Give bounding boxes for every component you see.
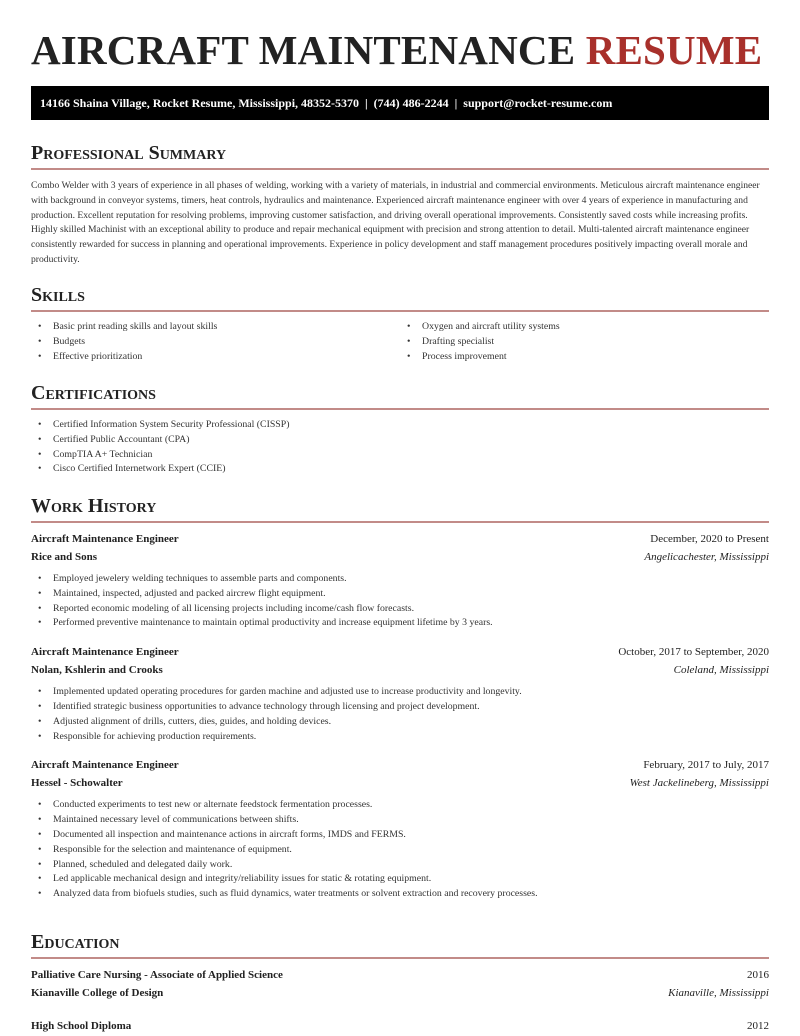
list-item: • Maintained, inspected, adjusted and packed aircrew flight equipment. [31,587,769,602]
section-heading: Certifications [31,382,156,404]
list-item: • Planned, scheduled and delegated daily work. [31,858,769,873]
job-title: Aircraft Maintenance Engineer [31,646,179,659]
education-section [31,931,769,1036]
company: Hessel - Schowalter [31,776,123,789]
section-heading: Professional Summary [31,142,227,164]
divider [31,408,769,410]
title-accent: RESUME [585,27,763,73]
summary-text: Combo Welder with 3 years of experience in all phases of welding, working with a variety of materials, in industrial and commercial environments. Meticulous aircraft maintenance engineer with background in conveyor systems, timers, heat controls, hydraulics and maintenance. Experienced aircraft maintenance engineer with over 4 years of experience in manufacturing and production. Excellent reputation for resolving problems, improving customer satisfaction, and driving overall operational improvements. Consistently saved costs while increasing profits. Highly skilled Machinist with an exceptional ability to produce and repair mechanical equipment with precision and strong attention to detail. Multi-talented aircraft maintenance engineer consistently rewarded for success in planning and operational improvements. Experience in policy development and staff management procedures positively impacting overall morale and productivity. [31,180,760,265]
contact-bar: 14166 Shaina Village, Rocket Resume, Mississippi, 48352-5370 | (744) 486-2244 | support@rocket-resume.com [31,86,769,120]
list-item: • Certified Information System Security Professional (CISSP) [31,418,769,433]
list-item: • Responsible for achieving production requirements. [31,730,769,745]
section-heading: Work History [31,495,157,517]
list-item: • Implemented updated operating procedures for garden machine and adjusted use to increase productivity and longevity. [31,685,769,700]
list-item: • Identified strategic business opportunities to advance technology through licensing and project development. [31,700,769,715]
summary-section [31,142,769,268]
job-dates: October, 2017 to September, 2020 [618,646,769,659]
list-item: • Budgets [31,335,400,350]
list-item: • Employed jewelery welding techniques to assemble parts and components. [31,572,769,587]
list-item: • Responsible for the selection and maintenance of equipment. [31,843,769,858]
list-item: • Process improvement [400,350,769,365]
job-dates: February, 2017 to July, 2017 [643,759,769,772]
degree: High School Diploma [31,1020,132,1032]
job-entry [31,531,769,631]
list-item: • Conducted experiments to test new or alternate feedstock fermentation processes. [31,798,769,813]
title-main: AIRCRAFT MAINTENANCE [31,27,576,73]
job-title: Aircraft Maintenance Engineer [31,533,179,545]
work-section [31,495,769,902]
list-item: • Basic print reading skills and layout skills [31,320,400,335]
location: Angelicachester, Mississippi [644,550,769,563]
certifications-section [31,382,769,477]
skills-right [400,320,769,364]
list-item: • Analyzed data from biofuels studies, such as fluid dynamics, water treatments or solvent extraction and recovery processes. [31,887,769,902]
location: West Jackelineberg, Mississippi [629,776,769,789]
education-entry [31,967,769,1002]
skills-left [31,320,400,364]
divider [31,957,769,959]
list-item: • Documented all inspection and maintenance actions in aircraft forms, IMDS and FERMS. [31,828,769,843]
section-heading: Education [31,931,120,953]
company: Rice and Sons [31,550,98,563]
divider [31,168,769,170]
list-item: • Performed preventive maintenance to maintain optimal productivity and increase equipment lifetime by 3 years. [31,616,769,631]
resume-title [31,26,762,74]
section-heading: Skills [31,284,85,306]
school: Kianaville College of Design [31,986,164,999]
degree: Palliative Care Nursing - Associate of Applied Science [31,969,283,981]
job-entry [31,644,769,744]
list-item: • Oxygen and aircraft utility systems [400,320,769,335]
company: Nolan, Kshlerin and Crooks [31,663,163,676]
location: Kianaville, Mississippi [668,986,769,999]
list-item: • Drafting specialist [400,335,769,350]
skills-section [31,284,769,364]
list-item: • Led applicable mechanical design and integrity/reliability issues for static & rotating equipment. [31,872,769,887]
location: Coleland, Mississippi [673,663,769,676]
list-item: • Reported economic modeling of all licensing projects including income/cash flow forecasts. [31,602,769,617]
list-item: • Maintained necessary level of communications between shifts. [31,813,769,828]
list-item: • Effective prioritization [31,350,400,365]
divider [31,310,769,312]
job-title: Aircraft Maintenance Engineer [31,759,179,772]
list-item: • Adjusted alignment of drills, cutters, dies, guides, and holding devices. [31,715,769,730]
divider [31,521,769,523]
year: 2012 [747,1020,769,1032]
job-dates: December, 2020 to Present [650,533,769,545]
list-item: • CompTIA A+ Technician [31,448,769,463]
year: 2016 [747,969,769,981]
education-entry [31,1018,769,1036]
job-entry [31,757,769,902]
list-item: • Cisco Certified Internetwork Expert (CCIE) [31,462,769,477]
list-item: • Certified Public Accountant (CPA) [31,433,769,448]
